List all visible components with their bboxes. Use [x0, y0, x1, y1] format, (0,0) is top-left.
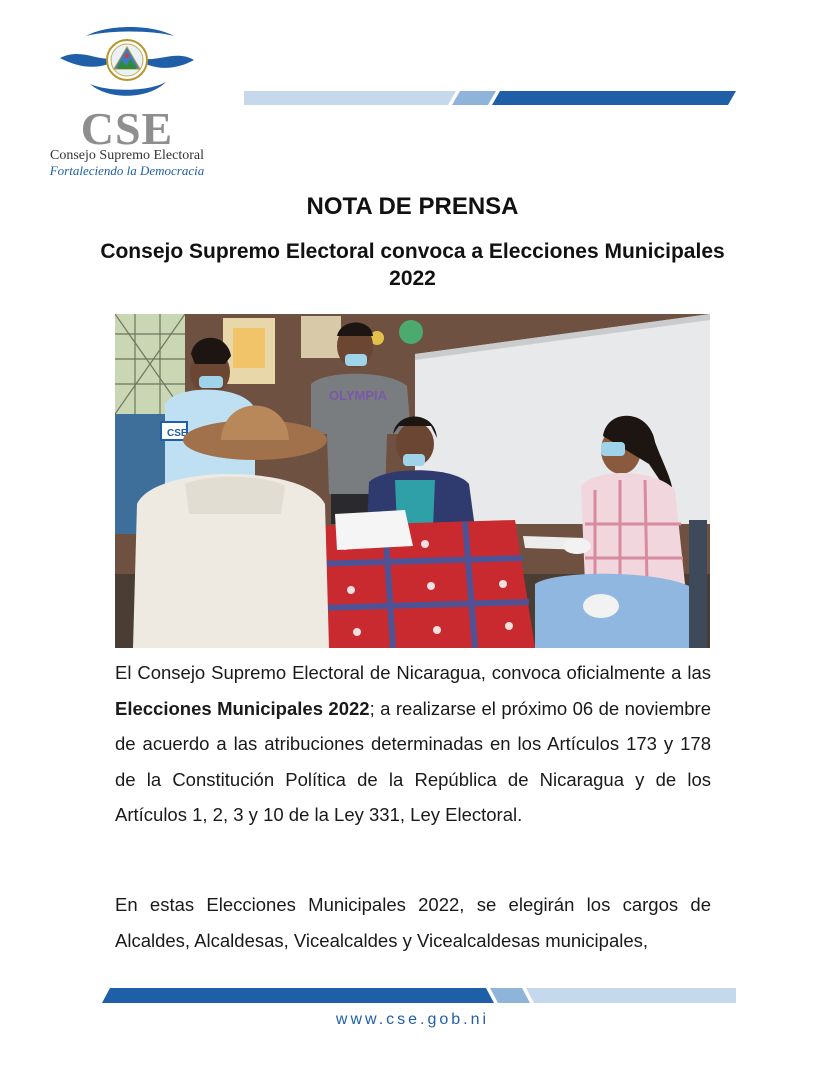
article-photo [115, 314, 710, 648]
body-paragraph-2: En estas Elecciones Municipales 2022, se elegirán los cargos de Alcaldes, Alcaldesas, Vicealcaldes y Vicealcaldesas municipales, [115, 894, 711, 951]
vest-label: CSE [167, 428, 188, 439]
shirt-text: OLYMPIA [329, 388, 388, 403]
header-decorative-bar [244, 91, 736, 105]
logo-acronym: CSE [80, 103, 174, 154]
footer-decorative-bar [102, 988, 736, 1003]
page-heading: NOTA DE PRENSA [306, 193, 519, 220]
logo-tagline: Fortaleciendo la Democracia [49, 163, 205, 178]
paragraph-1-bold-phrase: Elecciones Municipales 2022 [115, 697, 370, 719]
logo-name: Consejo Supremo Electoral [50, 148, 204, 163]
paragraph-1-text-b: ; a realizarse el próximo 06 de noviembre de acuerdo a las atribuciones determinadas en los Artículos 173 y 178 de la Constitución Política de la República de Nicaragua y de los Artículos 1, 2, 3 y 10 de la Ley 331, Ley Electoral. [115, 697, 711, 826]
press-release-title: Consejo Supremo Electoral convoca a Elecciones Municipales 2022 [100, 240, 725, 290]
footer-website-link[interactable]: www.cse.gob.ni [335, 1011, 490, 1028]
paragraph-1-text-a: El Consejo Supremo Electoral de Nicaragua, convoca oficialmente a las [115, 662, 711, 683]
nicaragua-coat-of-arms-icon [56, 26, 198, 106]
body-paragraph-1 [115, 655, 711, 833]
cse-logo [42, 26, 212, 178]
